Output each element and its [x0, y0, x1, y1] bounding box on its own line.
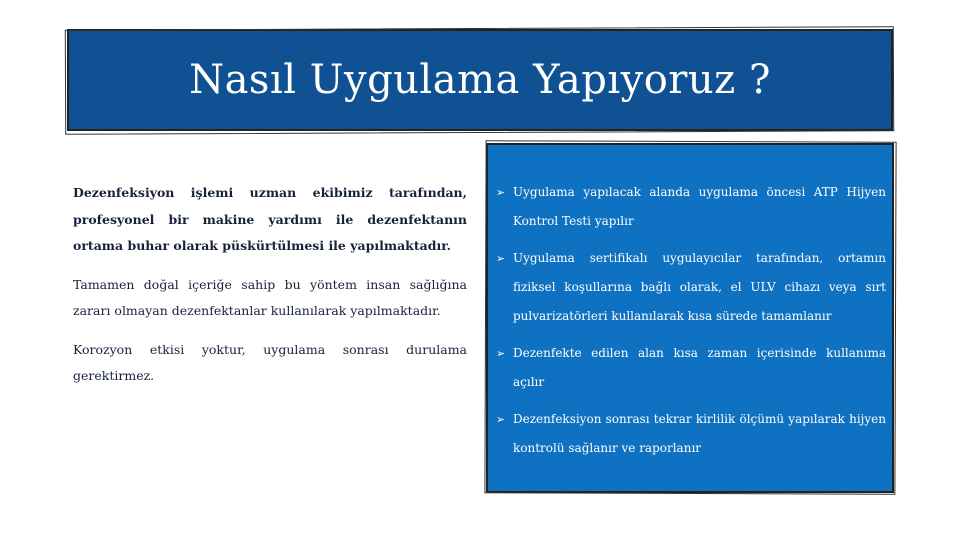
list-item — [494, 244, 886, 331]
list-item-text: Uygulama yapılacak alanda uygulama öncesi ATP Hijyen Kontrol Testi yapılır — [513, 185, 886, 228]
steps-list — [494, 178, 886, 463]
list-item — [494, 405, 886, 463]
steps-panel — [486, 143, 894, 493]
list-item-text: Uygulama sertifikalı uygulayıcılar tarafından, ortamın fiziksel koşullarına bağlı olarak, el ULV cihazı veya sırt pulvarizatörleri kullanılarak kısa sürede tamamlanır — [513, 251, 886, 323]
description-paragraph: Tamamen doğal içeriğe sahip bu yöntem insan sağlığına zararı olmayan dezenfektanlar kullanılarak yapılmaktadır. — [73, 276, 467, 318]
arrowhead-bullet-icon: ➢ — [496, 347, 506, 360]
description-paragraph: Dezenfeksiyon işlemi uzman ekibimiz tarafından, profesyonel bir makine yardımı ile dezenfektanın ortama buhar olarak püskürtülmesi ile yapılmaktadır. — [73, 185, 467, 253]
list-item — [494, 339, 886, 397]
arrowhead-bullet-icon: ➢ — [496, 252, 506, 265]
arrowhead-bullet-icon: ➢ — [496, 186, 506, 199]
list-item-text: Dezenfekte edilen alan kısa zaman içerisinde kullanıma açılır — [513, 346, 886, 389]
list-item-text: Dezenfeksiyon sonrası tekrar kirlilik ölçümü yapılarak hijyen kontrolü sağlanır ve raporlanır — [513, 412, 886, 455]
list-item — [494, 178, 886, 236]
description-paragraph: Korozyon etkisi yoktur, uygulama sonrası durulama gerektirmez. — [73, 341, 467, 383]
title-banner — [67, 29, 893, 131]
arrowhead-bullet-icon: ➢ — [496, 413, 506, 426]
slide-title: Nasıl Uygulama Yapıyoruz ? — [189, 57, 771, 103]
description-column — [73, 180, 467, 402]
